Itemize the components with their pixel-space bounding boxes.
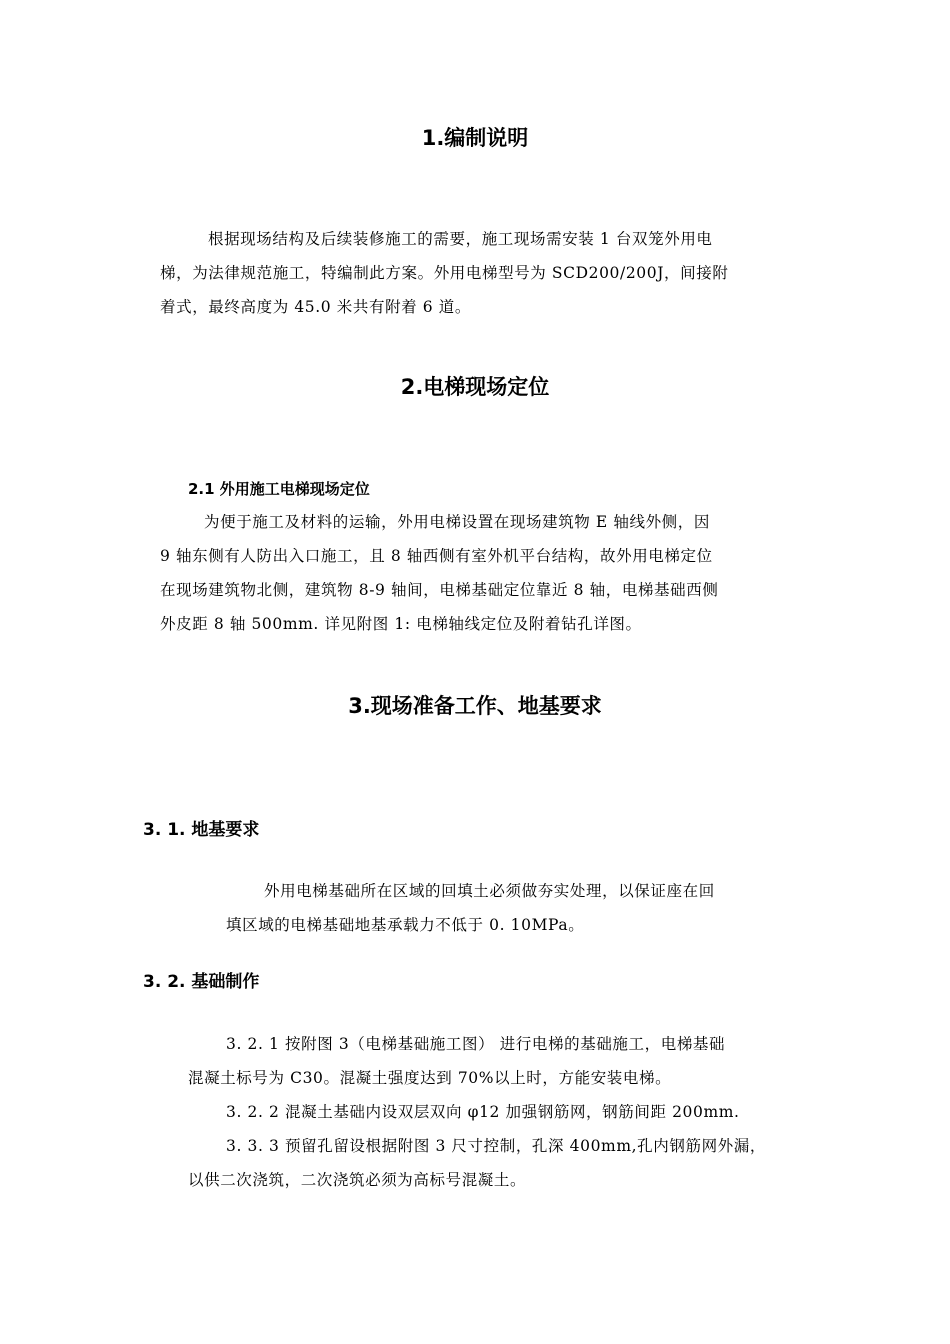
paragraph-line: 外用电梯基础所在区域的回填土必须做夯实处理，以保证座在回	[264, 882, 715, 900]
paragraph-line: 填区域的电梯基础地基承载力不低于 0. 10MPa。	[226, 916, 585, 934]
paragraph-line: 梯，为法律规范施工，特编制此方案。外用电梯型号为 SCD200/200J，间接附	[160, 264, 729, 282]
paragraph-line: 外皮距 8 轴 500mm. 详见附图 1: 电梯轴线定位及附着钻孔详图。	[160, 615, 642, 633]
section-2-heading: 2.电梯现场定位	[400, 375, 550, 399]
paragraph-line: 着式，最终高度为 45.0 米共有附着 6 道。	[160, 298, 471, 316]
paragraph-line: 根据现场结构及后续装修施工的需要，施工现场需安装 1 台双笼外用电	[208, 230, 713, 248]
paragraph-line: 3. 3. 3 预留孔留设根据附图 3 尺寸控制，孔深 400mm,孔内钢筋网外漏，	[226, 1137, 766, 1155]
paragraph-line: 以供二次浇筑，二次浇筑必须为高标号混凝土。	[188, 1171, 527, 1189]
paragraph-line: 混凝土标号为 C30。混凝土强度达到 70%以上时，方能安装电梯。	[188, 1069, 672, 1087]
section-3-heading: 3.现场准备工作、地基要求	[348, 694, 602, 718]
subsection-3-1-paragraph	[226, 874, 715, 942]
subsection-3-2-heading: 3. 2. 基础制作	[143, 972, 260, 992]
subsection-3-2-paragraph	[188, 1027, 766, 1197]
paragraph-line: 3. 2. 1 按附图 3（电梯基础施工图） 进行电梯的基础施工，电梯基础	[226, 1035, 726, 1053]
section-1-paragraph	[160, 222, 728, 324]
subsection-3-1-heading: 3. 1. 地基要求	[143, 820, 260, 840]
paragraph-line: 3. 2. 2 混凝土基础内设双层双向 φ12 加强钢筋网，钢筋间距 200mm.	[226, 1103, 740, 1121]
subsection-2-1-heading: 2.1 外用施工电梯现场定位	[188, 480, 370, 498]
paragraph-line: 9 轴东侧有人防出入口施工，且 8 轴西侧有室外机平台结构，故外用电梯定位	[160, 547, 713, 565]
paragraph-line: 在现场建筑物北侧，建筑物 8-9 轴间，电梯基础定位靠近 8 轴，电梯基础西侧	[160, 581, 719, 599]
paragraph-line: 为便于施工及材料的运输，外用电梯设置在现场建筑物 E 轴线外侧，因	[204, 513, 710, 531]
subsection-2-1-paragraph	[160, 505, 718, 641]
section-1-heading: 1.编制说明	[421, 126, 529, 150]
